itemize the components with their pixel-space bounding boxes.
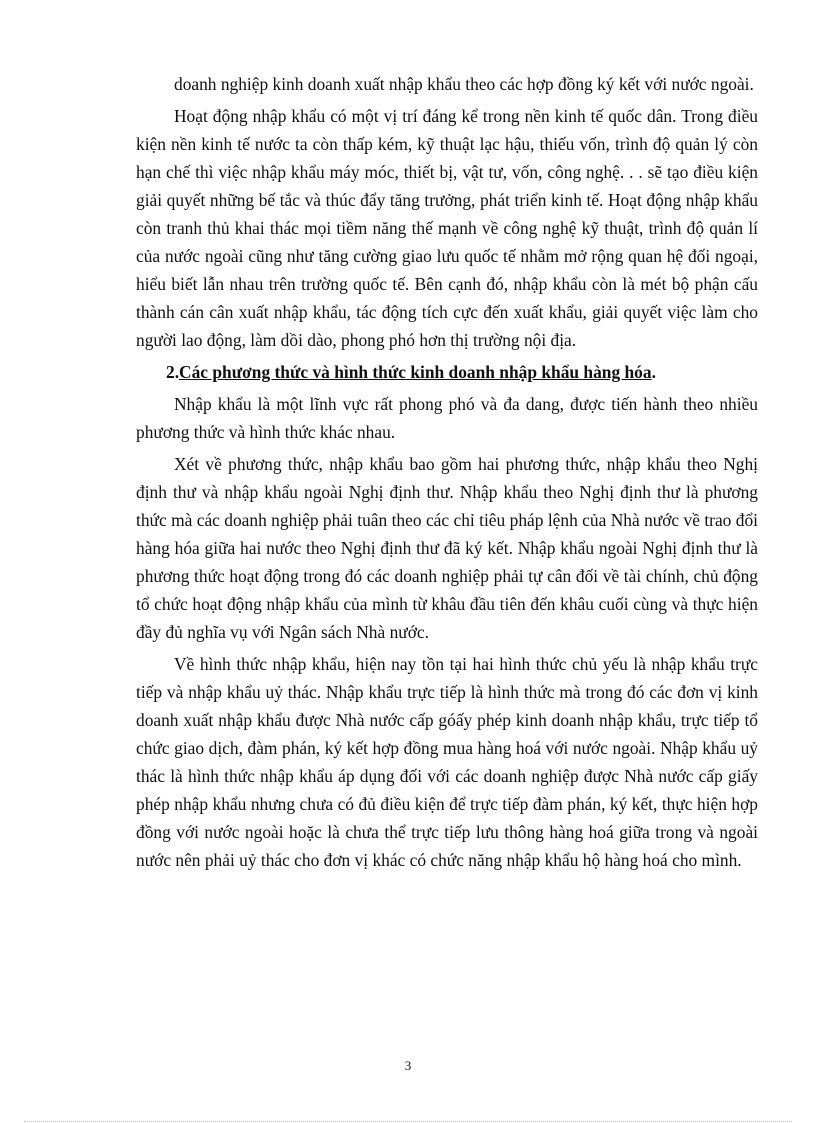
paragraph-import-forms: Về hình thức nhập khẩu, hiện nay tồn tại hai hình thức chủ yếu là nhập khẩu trực tiếp và nhập khẩu uỷ thác. Nhập khẩu trực tiếp là hình thức mà trong đó các đơn vị kinh doanh xuất nhập khẩu được Nhà nước cấp góấy phép kinh doanh nhập khẩu, trực tiếp tổ chức giao dịch, đàm phán, ký kết hợp đồng mua hàng hoá với nước ngoài. Nhập khẩu uỷ thác là hình thức nhập khẩu áp dụng đối với các doanh nghiệp được Nhà nước cấp giấy phép nhập khẩu nhưng chưa có đủ điều kiện để trực tiếp đàm phán, ký kết, thực hiện hợp đồng với nước ngoài hoặc là chưa thể trực tiếp lưu thông hàng hoá giữa trong và ngoài nước nên phải uỷ thác cho đơn vị khác có chức năng nhập khẩu hộ hàng hoá cho mình. bbox=[136, 654, 758, 870]
page-number: 3 bbox=[404, 1058, 412, 1073]
paragraph-import-overview: Nhập khẩu là một lĩnh vực rất phong phó và đa dang, được tiến hành theo nhiều phương thức và hình thức khác nhau. bbox=[136, 394, 758, 442]
section-heading-number: 2. bbox=[166, 362, 180, 382]
document-body bbox=[136, 70, 758, 878]
section-heading-period: . bbox=[651, 362, 656, 382]
paragraph-import-methods: Xét về phương thức, nhập khẩu bao gồm hai phương thức, nhập khẩu theo Nghị định thư và nhập khẩu ngoài Nghị định thư. Nhập khẩu theo Nghị định thư là phương thức mà các doanh nghiệp phải tuân theo các chỉ tiêu pháp lệnh của Nhà nước về trao đổi hàng hóa giữa hai nước theo Nghị định thư đã ký kết. Nhập khẩu ngoài Nghị định thư là phương thức hoạt động trong đó các doanh nghiệp phải tự cân đối về tài chính, chủ động tổ chức hoạt động nhập khẩu của mình từ khâu đầu tiên đến khâu cuối cùng và thực hiện đầy đủ nghĩa vụ với Ngân sách Nhà nước. bbox=[136, 454, 758, 642]
paragraph-import-role: Hoạt động nhập khẩu có một vị trí đáng kể trong nền kinh tế quốc dân. Trong điều kiện nền kinh tế nước ta còn thấp kém, kỹ thuật lạc hậu, thiếu vốn, trình độ quản lý còn hạn chế thì việc nhập khẩu máy móc, thiết bị, vật tư, vốn, công nghệ. . . sẽ tạo điều kiện giải quyết những bế tắc và thúc đẩy tăng trưởng, phát triển kinh tế. Hoạt động nhập khẩu còn tranh thủ khai thác mọi tiềm năng thế mạnh về công nghệ kỹ thuật, trình độ quản lí của nước ngoài cũng như tăng cường giao lưu quốc tế nhằm mở rộng quan hệ đối ngoại, hiểu biết lẫn nhau trên trường quốc tế. Bên cạnh đó, nhập khẩu còn là mét bộ phận cấu thành cán cân xuất nhập khẩu, tác động tích cực đến xuất khẩu, giải quyết việc làm cho người lao động, làm dồi dào, phong phó hơn thị trường nội địa. bbox=[136, 106, 758, 350]
page-bottom-divider bbox=[24, 1121, 792, 1122]
section-heading bbox=[136, 358, 758, 386]
paragraph-continuation: doanh nghiệp kinh doanh xuất nhập khẩu theo các hợp đồng ký kết với nước ngoài. bbox=[174, 74, 754, 94]
section-heading-text: Các phương thức và hình thức kinh doanh nhập khẩu hàng hóa bbox=[179, 362, 652, 382]
